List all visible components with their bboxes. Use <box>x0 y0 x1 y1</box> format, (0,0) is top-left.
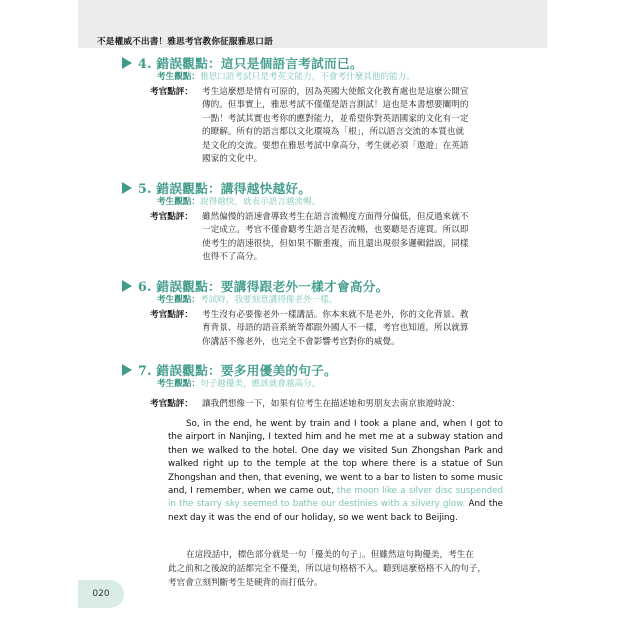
triangle-bullet-icon <box>122 182 132 194</box>
examiner-label: 考官點評： <box>150 212 193 222</box>
paragraph-line: 考官會立刻判斷考生是硬背的而打低分。 <box>168 578 323 588</box>
section-heading-text: 7. 錯誤觀點：要多用優美的句子。 <box>138 363 337 378</box>
examinee-view-text: 考試時，我要刻意講得像老外一樣。 <box>199 295 338 305</box>
comment-line: 的瞭解。所有的語言都以文化環境為「根」，所以語言交流的本質也就 <box>202 127 465 138</box>
comment-line: 國家的文化中。 <box>202 154 263 165</box>
closing-paragraph <box>168 548 503 590</box>
comment-line: 育背景、母語的語音系統等都跟外國人不一樣，考官也知道，所以就算 <box>202 323 469 334</box>
comment-line: 一定成立。考官不僅會聽考生語言是否流暢，也要聽是否連貫。所以即 <box>202 225 469 236</box>
examiner-comment-body <box>202 398 505 411</box>
section-heading-5 <box>122 178 311 197</box>
comment-line: 一點！考試其實也考你的應對能力，並希望你對英語國家的文化有一定 <box>202 113 469 124</box>
examiner-comment-body <box>202 211 505 265</box>
comment-line: 雖然偏慢的語速會導致考生在語言流暢度方面得分偏低，但反過來就不 <box>202 212 469 222</box>
examiner-label: 考官點評： <box>150 310 193 320</box>
paragraph-line: 在這段話中，標色部分就是一句「優美的句子」。但雖然這句夠優美，考生在 <box>186 550 474 560</box>
comment-line: 你講話不像老外，也完全不會影響考官對你的威覺。 <box>202 336 400 347</box>
comment-line: 也得不了高分。 <box>202 252 263 263</box>
book-page <box>78 0 547 620</box>
examinee-view-text: 說得越快，就表示語言越流暢。 <box>199 197 321 207</box>
examinee-view-row <box>157 294 338 307</box>
section-heading-6 <box>122 276 389 295</box>
header-band <box>78 0 547 48</box>
triangle-bullet-icon <box>122 364 132 376</box>
examiner-label: 考官點評： <box>150 399 193 409</box>
english-passage <box>168 418 503 525</box>
highlighted-sentence: the moon like a silver disc suspended in the starry sky seemed to bathe our destinies with a silvery glow. <box>168 486 503 510</box>
section-heading-text: 4. 錯誤觀點：這只是個語言考試而已。 <box>138 56 363 71</box>
examinee-view-text: 雅思口語考試只是考英文能力，不會考什麼其他的能力。 <box>199 72 415 82</box>
examinee-label: 考生觀點： <box>157 72 200 82</box>
passage-text: And the next day it was the end of our holiday, so we went back to Beijing. <box>168 499 503 523</box>
section-heading-7 <box>122 360 337 379</box>
comment-line: 傳的。但事實上，雅思考試不僅僅是語言測試！這也是本書想要闡明的 <box>202 100 469 111</box>
comment-line: 讓我們想像一下，如果有位考生在描述她和男朋友去南京旅遊時說： <box>202 399 460 409</box>
examinee-label: 考生觀點： <box>157 379 200 389</box>
section-heading-4 <box>122 53 363 72</box>
examinee-label: 考生觀點： <box>157 197 200 207</box>
comment-line: 考生沒有必要像老外一樣講話。你本來就不是老外，你的文化背景、教 <box>202 310 469 320</box>
passage-text: So, in the end, he went by train and I took a plane and, when I got to the airport in Nanjing, I texted him and he met me at a subway station and then we walked to the hotel. One day we visited Sun Zhongshan Park and walked right up to the temple at the top where there is a statue of Sun Zhongshan and then, that evening, we went to a bar to listen to some music and, I remember, when we came out, <box>168 419 503 497</box>
comment-line: 考生這麼想是情有可原的，因為英國大使館文化教育處也是這麼公開宣 <box>202 87 469 97</box>
section-heading-text: 5. 錯誤觀點：講得越快越好。 <box>138 181 312 196</box>
examiner-comment-body <box>202 309 505 349</box>
page-number: 020 <box>78 580 124 608</box>
triangle-bullet-icon <box>122 280 132 292</box>
paragraph-line: 此之前和之後說的話都完全不優美，所以這句格格不入。聽到這麼格格不入的句子， <box>168 564 486 574</box>
examinee-label: 考生觀點： <box>157 295 200 305</box>
comment-line: 使考生的語速很快，但如果不斷重複，而且還出現很多邏輯錯誤，同樣 <box>202 238 469 249</box>
examiner-label: 考官點評： <box>150 87 193 97</box>
examiner-comment-body <box>202 86 505 166</box>
triangle-bullet-icon <box>122 57 132 69</box>
examinee-view-row <box>157 378 320 391</box>
examinee-view-text: 句子越優美，應該就會越高分。 <box>199 379 321 389</box>
comment-line: 是文化的交流。要想在雅思考試中拿高分，考生就必須「遨遊」在英語 <box>202 140 469 151</box>
running-header-title: 不是權威不出書！雅思考官教你征服雅思口語 <box>97 37 273 47</box>
examinee-view-row <box>157 71 415 84</box>
examinee-view-row <box>157 196 320 209</box>
section-heading-text: 6. 錯誤觀點：要講得跟老外一樣才會高分。 <box>138 279 389 294</box>
